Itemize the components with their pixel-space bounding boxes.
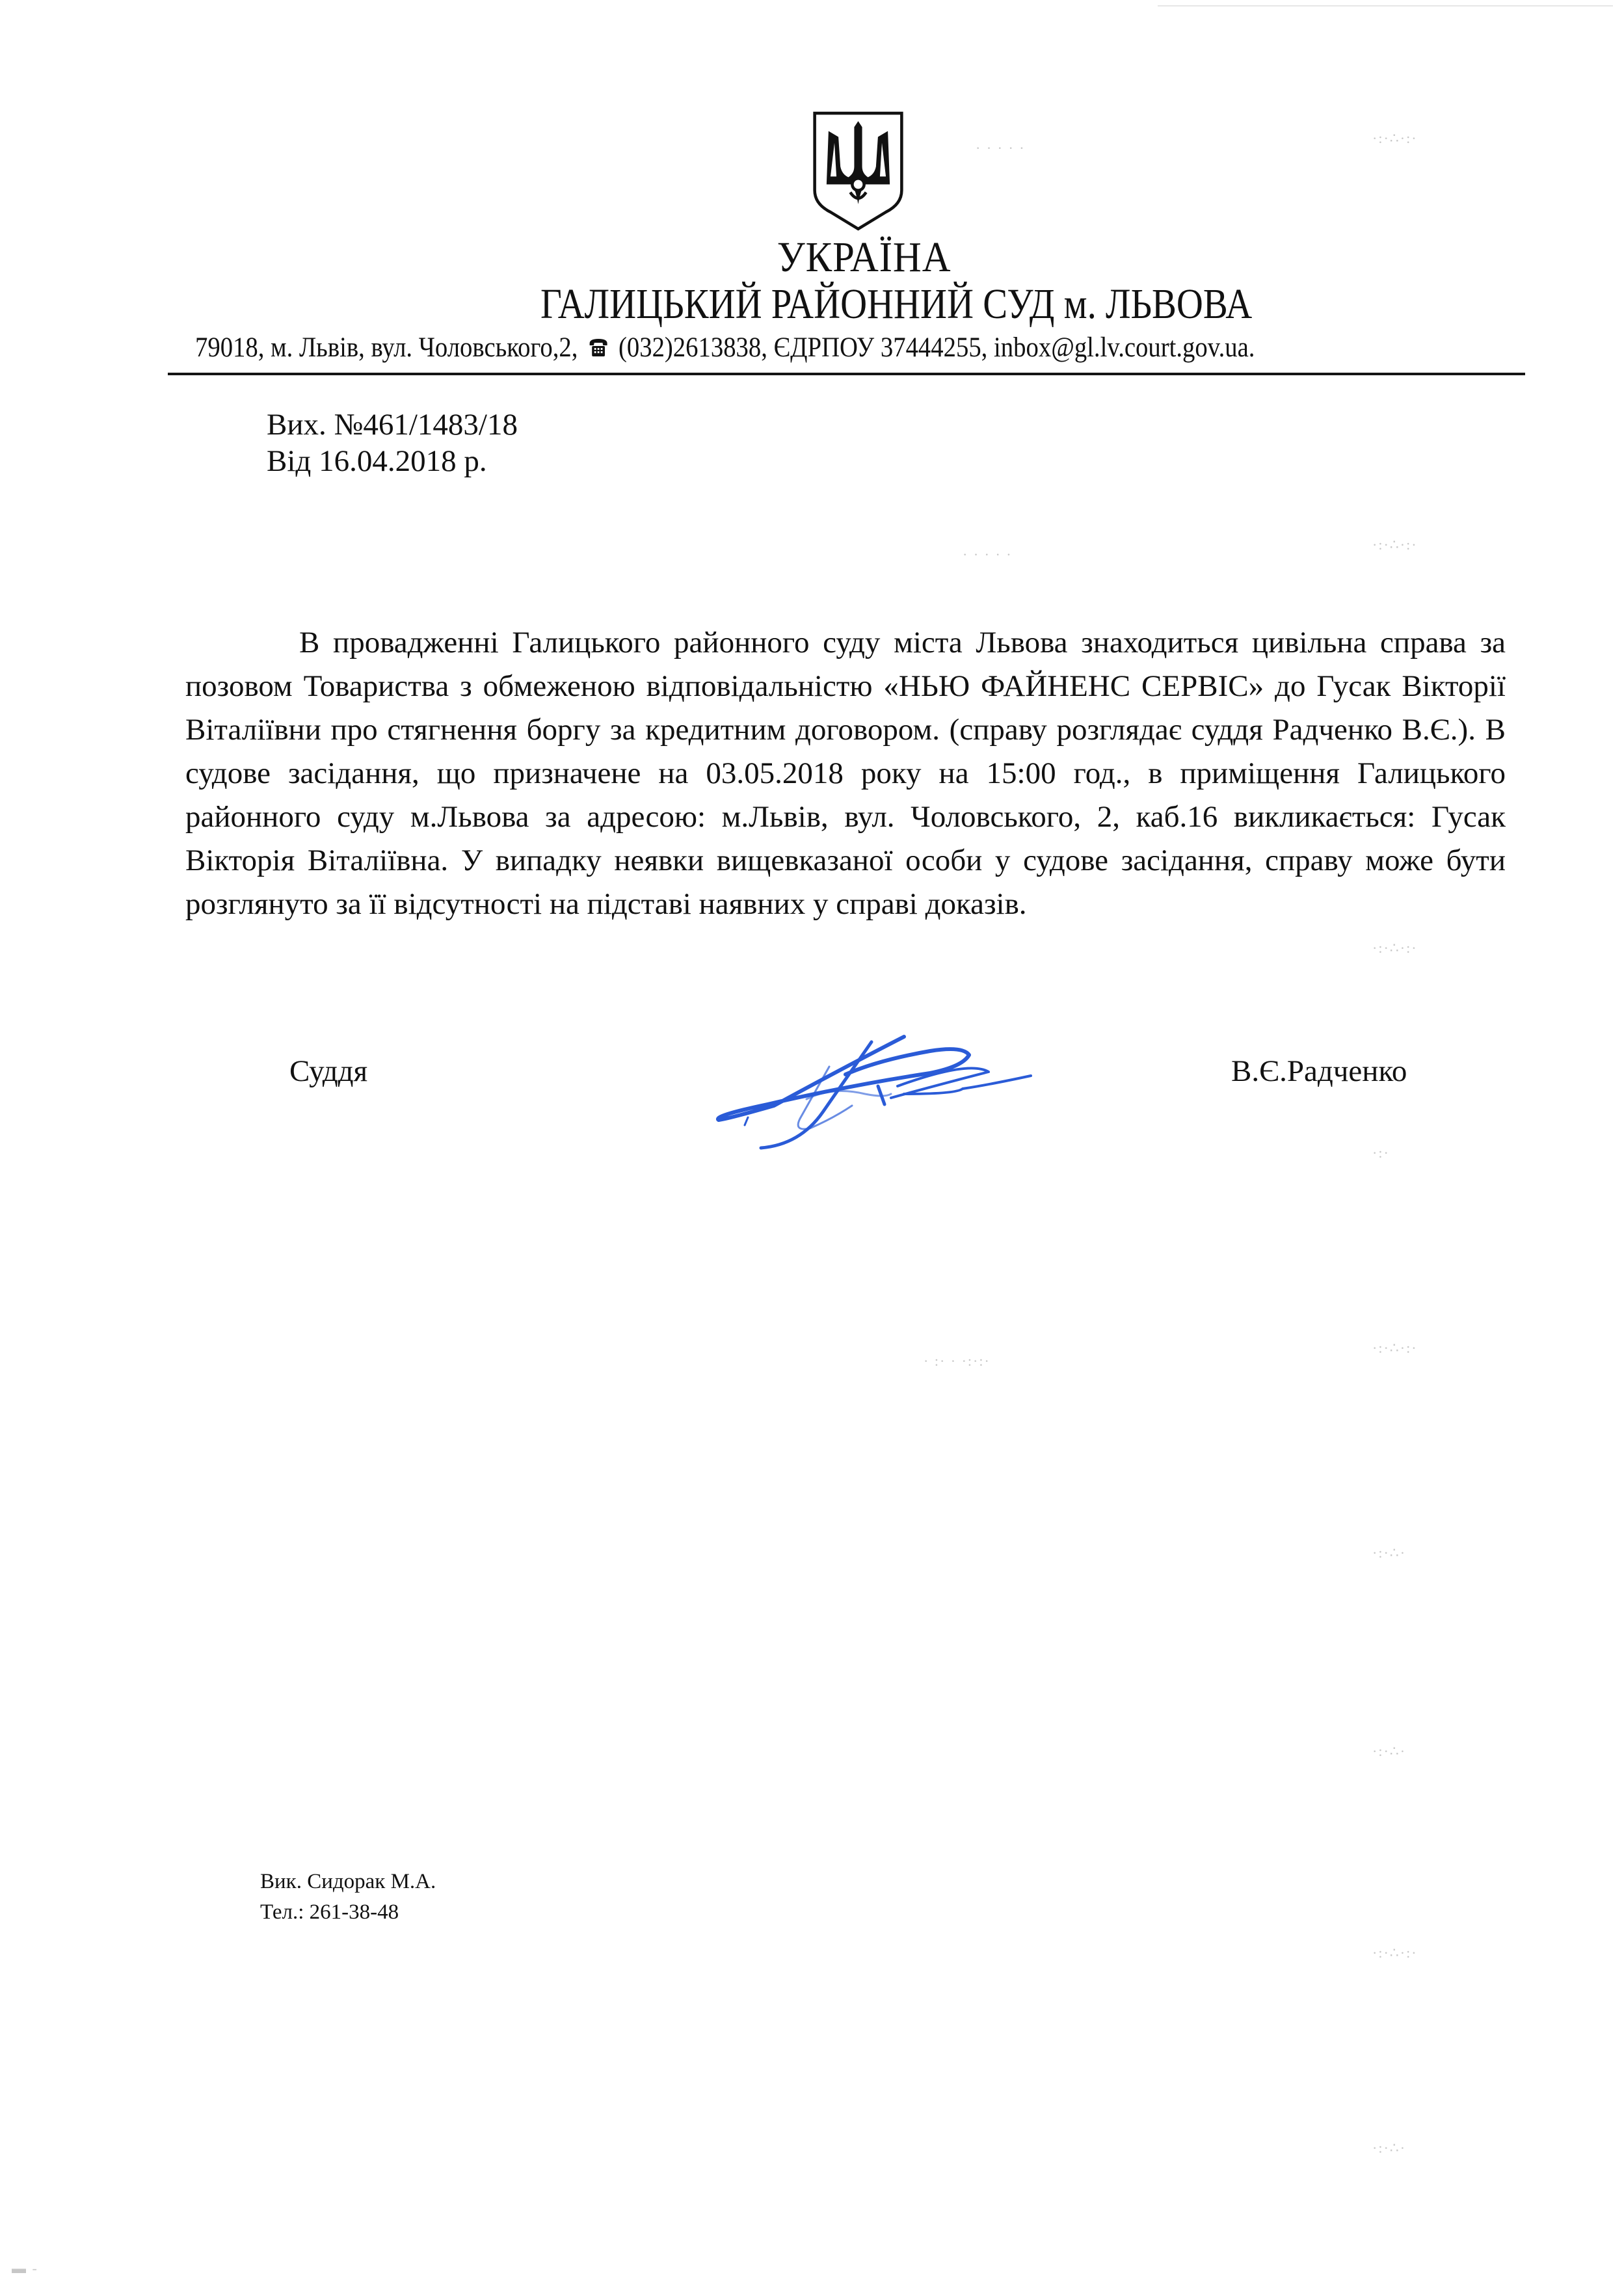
letterhead-divider <box>168 373 1525 375</box>
scan-noise: · :· · ·:·:· <box>924 1353 991 1369</box>
executor-block <box>260 1867 436 1928</box>
ukraine-trident-emblem-icon <box>808 109 909 233</box>
scan-noise: ·:·∴· <box>1372 2140 1407 2156</box>
scan-noise: ·:·∴·:· <box>1372 1945 1418 1961</box>
scan-noise: ·:·∴·:· <box>1372 537 1418 553</box>
letter-body <box>185 621 1506 926</box>
executor-phone: Тел.: 261-38-48 <box>260 1900 399 1924</box>
scan-noise: ·:·∴·:· <box>1372 940 1418 956</box>
body-paragraph: В провадженні Галицького районного суду міста Львова знаходиться цивільна справа за позовом Товариства з обмеженою відповідальністю «НЬЮ ФАЙНЕНС СЕРВІС» до Гусак Вікторії Віталіївни про стягнення боргу за кредитним договором. (справу розглядає суддя Радченко В.Є.). В судове засідання, що призначене на 03.05.2018 року на 15:00 год., в приміщення Галицького районного суду м.Львова за адресою: м.Львів, вул. Чоловського, 2, каб.16 викликається: Гусак Вікторія Віталіївна. У випадку неявки вищевказаної особи у судове засідання, справу може бути розглянуто за її відсутності на підставі наявних у справі доказів. <box>185 626 1506 921</box>
court-email: inbox@gl.lv.court.gov.ua. <box>994 332 1255 363</box>
scan-noise: ·:· <box>1372 1145 1390 1161</box>
scan-noise: · · · · · <box>976 140 1026 156</box>
signature-title: Суддя <box>289 1054 368 1088</box>
court-edrpou: ЄДРПОУ 37444255, <box>773 332 988 363</box>
handwritten-signature <box>683 1021 1047 1164</box>
scan-noise: · · · · · <box>963 546 1013 563</box>
scan-noise: ·:·∴·:· <box>1372 1340 1418 1356</box>
outgoing-date: Від 16.04.2018 р. <box>267 444 487 478</box>
outgoing-number: Вих. №461/1483/18 <box>267 408 518 442</box>
scan-noise: ·:·∴· <box>1372 1743 1407 1759</box>
executor-name: Вик. Сидорак М.А. <box>260 1870 436 1893</box>
court-heading <box>0 280 1624 329</box>
judge-name: В.Є.Радченко <box>1231 1054 1407 1088</box>
scan-noise: ·:·∴· <box>1372 1545 1407 1561</box>
country-heading <box>69 233 1563 282</box>
court-phone: (032)2613838, <box>618 332 767 363</box>
court-name: ГАЛИЦЬКИЙ РАЙОННИЙ СУД м. ЛЬВОВА <box>540 280 1253 328</box>
court-contacts-line <box>195 332 1255 364</box>
scan-noise: ·:·∴·:· <box>1372 130 1418 146</box>
country-name: УКРАЇНА <box>777 233 952 281</box>
court-address: 79018, м. Львів, вул. Чоловського,2, <box>195 332 578 363</box>
scan-edge-line <box>1158 5 1613 7</box>
scan-noise: ▬ - <box>12 2260 38 2276</box>
outgoing-reference <box>267 406 518 479</box>
telephone-icon <box>588 337 609 358</box>
